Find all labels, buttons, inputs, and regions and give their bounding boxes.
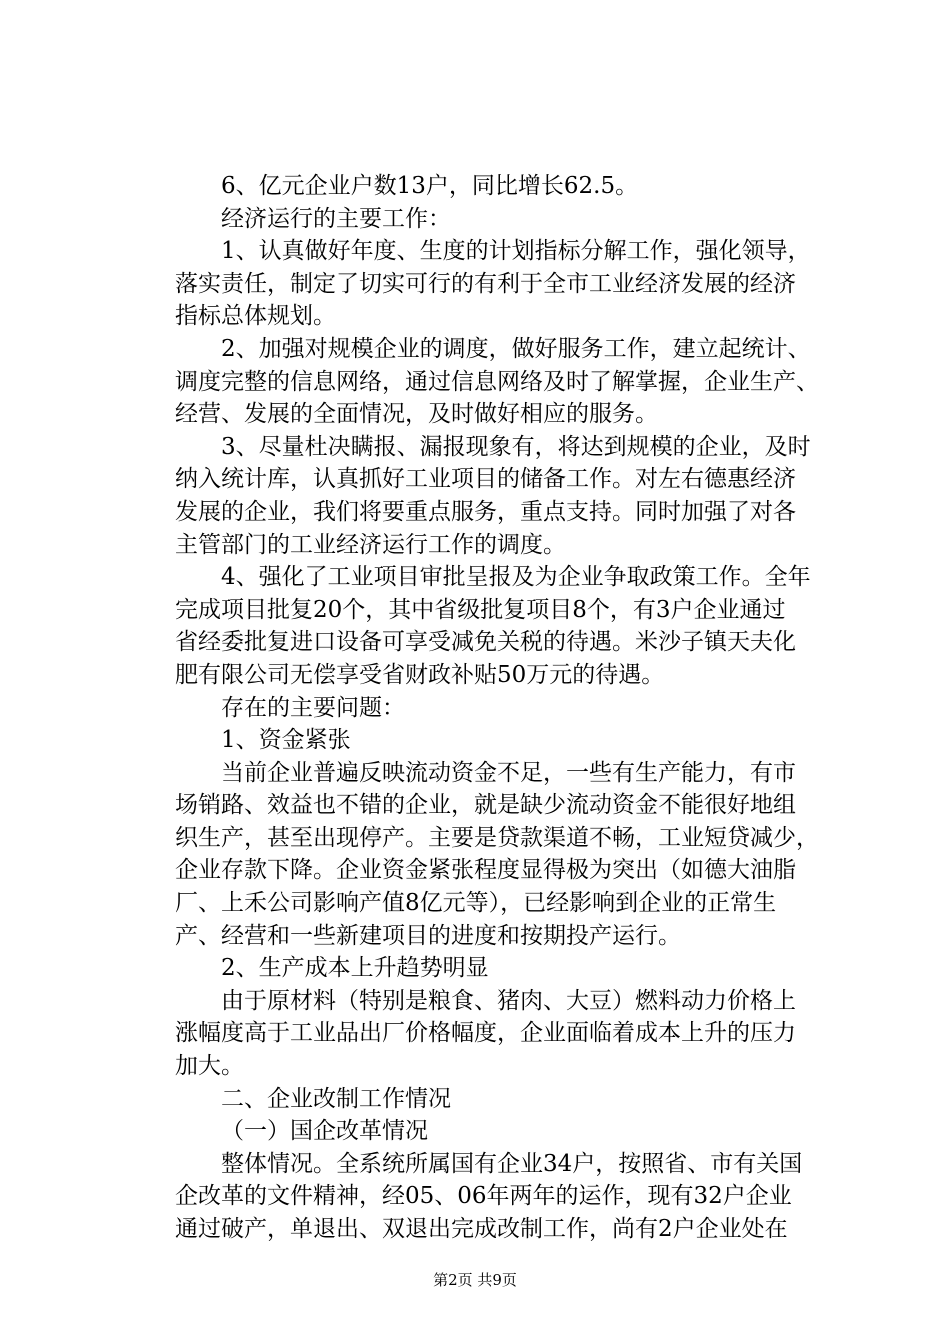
paragraph-line: 企改革的文件精神，经05、06年两年的运作，现有32户企业: [175, 1183, 792, 1210]
subsection-heading: （一）国企改革情况: [221, 1118, 428, 1145]
paragraph-line: 3、尽量杜决瞒报、漏报现象有，将达到规模的企业，及时: [221, 433, 811, 460]
paragraph-line: 织生产，甚至出现停产。主要是贷款渠道不畅，工业短贷减少，: [175, 824, 819, 851]
paragraph-line: 发展的企业，我们将要重点服务，重点支持。同时加强了对各: [175, 498, 796, 525]
paragraph-line: 产、经营和一些新建项目的进度和按期投产运行。: [175, 922, 681, 949]
section-heading: 经济运行的主要工作：: [221, 205, 451, 232]
paragraph-line: 经营、发展的全面情况，及时做好相应的服务。: [175, 401, 658, 428]
paragraph-line: 完成项目批复20个，其中省级批复项目8个，有3户企业通过: [175, 596, 786, 623]
section-heading: 二、企业改制工作情况: [221, 1085, 451, 1112]
paragraph-line: 省经委批复进口设备可享受减免关税的待遇。米沙子镇天夫化: [175, 629, 796, 656]
subsection-heading: 2、生产成本上升趋势明显: [221, 955, 489, 982]
paragraph-line: 6、亿元企业户数13户，同比增长62.5。: [221, 173, 639, 199]
paragraph-line: 场销路、效益也不错的企业，就是缺少流动资金不能很好地组: [175, 792, 796, 819]
paragraph-line: 指标总体规划。: [175, 303, 336, 330]
paragraph-line: 整体情况。全系统所属国有企业34户，按照省、市有关国: [221, 1150, 803, 1177]
paragraph-line: 企业存款下降。企业资金紧张程度显得极为突出（如德大油脂: [175, 857, 796, 884]
paragraph-line: 主管部门的工业经济运行工作的调度。: [175, 531, 566, 558]
paragraph-line: 涨幅度高于工业品出厂价格幅度，企业面临着成本上升的压力: [175, 1020, 796, 1047]
paragraph-line: 1、认真做好年度、生度的计划指标分解工作，强化领导，: [221, 238, 811, 265]
document-body: [175, 170, 835, 1246]
paragraph-line: 厂、上禾公司影响产值8亿元等），已经影响到企业的正常生: [175, 890, 777, 917]
paragraph-line: 4、强化了工业项目审批呈报及为企业争取政策工作。全年: [221, 564, 811, 591]
page-number-footer: 第2页 共9页: [433, 1271, 517, 1289]
paragraph-line: 由于原材料（特别是粮食、猪肉、大豆）燃料动力价格上: [221, 987, 796, 1014]
paragraph-line: 调度完整的信息网络，通过信息网络及时了解掌握，企业生产、: [175, 368, 819, 395]
paragraph-line: 加大。: [175, 1053, 244, 1080]
subsection-heading: 1、资金紧张: [221, 727, 351, 754]
paragraph-line: 通过破产，单退出、双退出完成改制工作，尚有2户企业处在: [175, 1216, 788, 1242]
paragraph-line: 纳入统计库，认真抓好工业项目的储备工作。对左右德惠经济: [175, 466, 796, 493]
paragraph-line: 当前企业普遍反映流动资金不足，一些有生产能力，有市: [221, 759, 796, 786]
paragraph-line: 2、加强对规模企业的调度，做好服务工作，建立起统计、: [221, 335, 811, 362]
section-heading: 存在的主要问题：: [221, 694, 405, 721]
paragraph-line: 肥有限公司无偿享受省财政补贴50万元的待遇。: [175, 661, 665, 688]
paragraph-line: 落实责任，制定了切实可行的有利于全市工业经济发展的经济: [175, 270, 796, 297]
